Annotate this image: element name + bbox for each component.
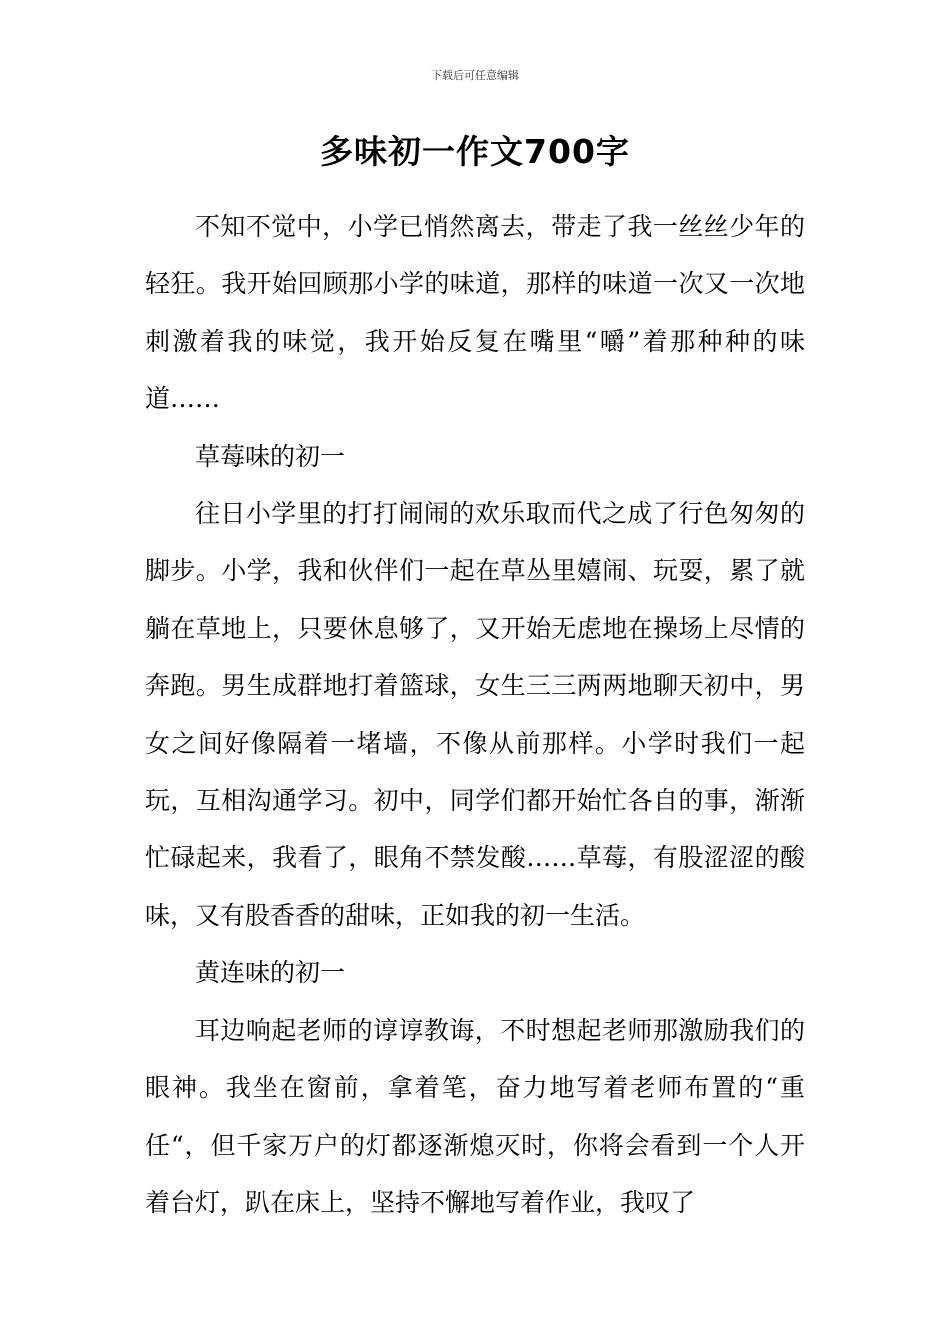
section-heading-strawberry: 草莓味的初一 xyxy=(195,441,346,471)
paragraph-strawberry: 往日小学里的打打闹闹的欢乐取而代之成了行色匆匆的脚步。小学，我和伙伴们一起在草丛里嬉闹、玩耍，累了就躺在草地上，只要休息够了，又开始无虑地在操场上尽情的奔跑。男生成群地打着篮球，女生三三两两地聊天初中，男女之间好像隔着一堵墙，不像从前那样。小学时我们一起玩，互相沟通学习。初中，同学们都开始忙各自的事，渐渐忙碌起来，我看了，眼角不禁发酸……草莓，有股涩涩的酸味，又有股香香的甜味，正如我的初一生活。 xyxy=(145,499,805,930)
paragraph-coptis: 耳边响起老师的谆谆教诲，不时想起老师那激励我们的眼神。我坐在窗前，拿着笔，奋力地写着老师布置的“重任“，但千家万户的灯都逐渐熄灭时，你将会看到一个人开着台灯，趴在床上，坚持不懈地写着作业，我叹了 xyxy=(145,1015,805,1217)
header-note: 下载后可任意编辑 xyxy=(431,69,519,82)
paragraph-intro: 不知不觉中，小学已悄然离去，带走了我一丝丝少年的轻狂。我开始回顾那小学的味道，那样的味道一次又一次地刺激着我的味觉，我开始反复在嘴里“嚼”着那种种的味道…… xyxy=(145,212,805,414)
document-title: 多味初一作文700字 xyxy=(320,132,630,171)
section-heading-coptis: 黄连味的初一 xyxy=(195,958,346,988)
document-body xyxy=(145,198,805,1231)
